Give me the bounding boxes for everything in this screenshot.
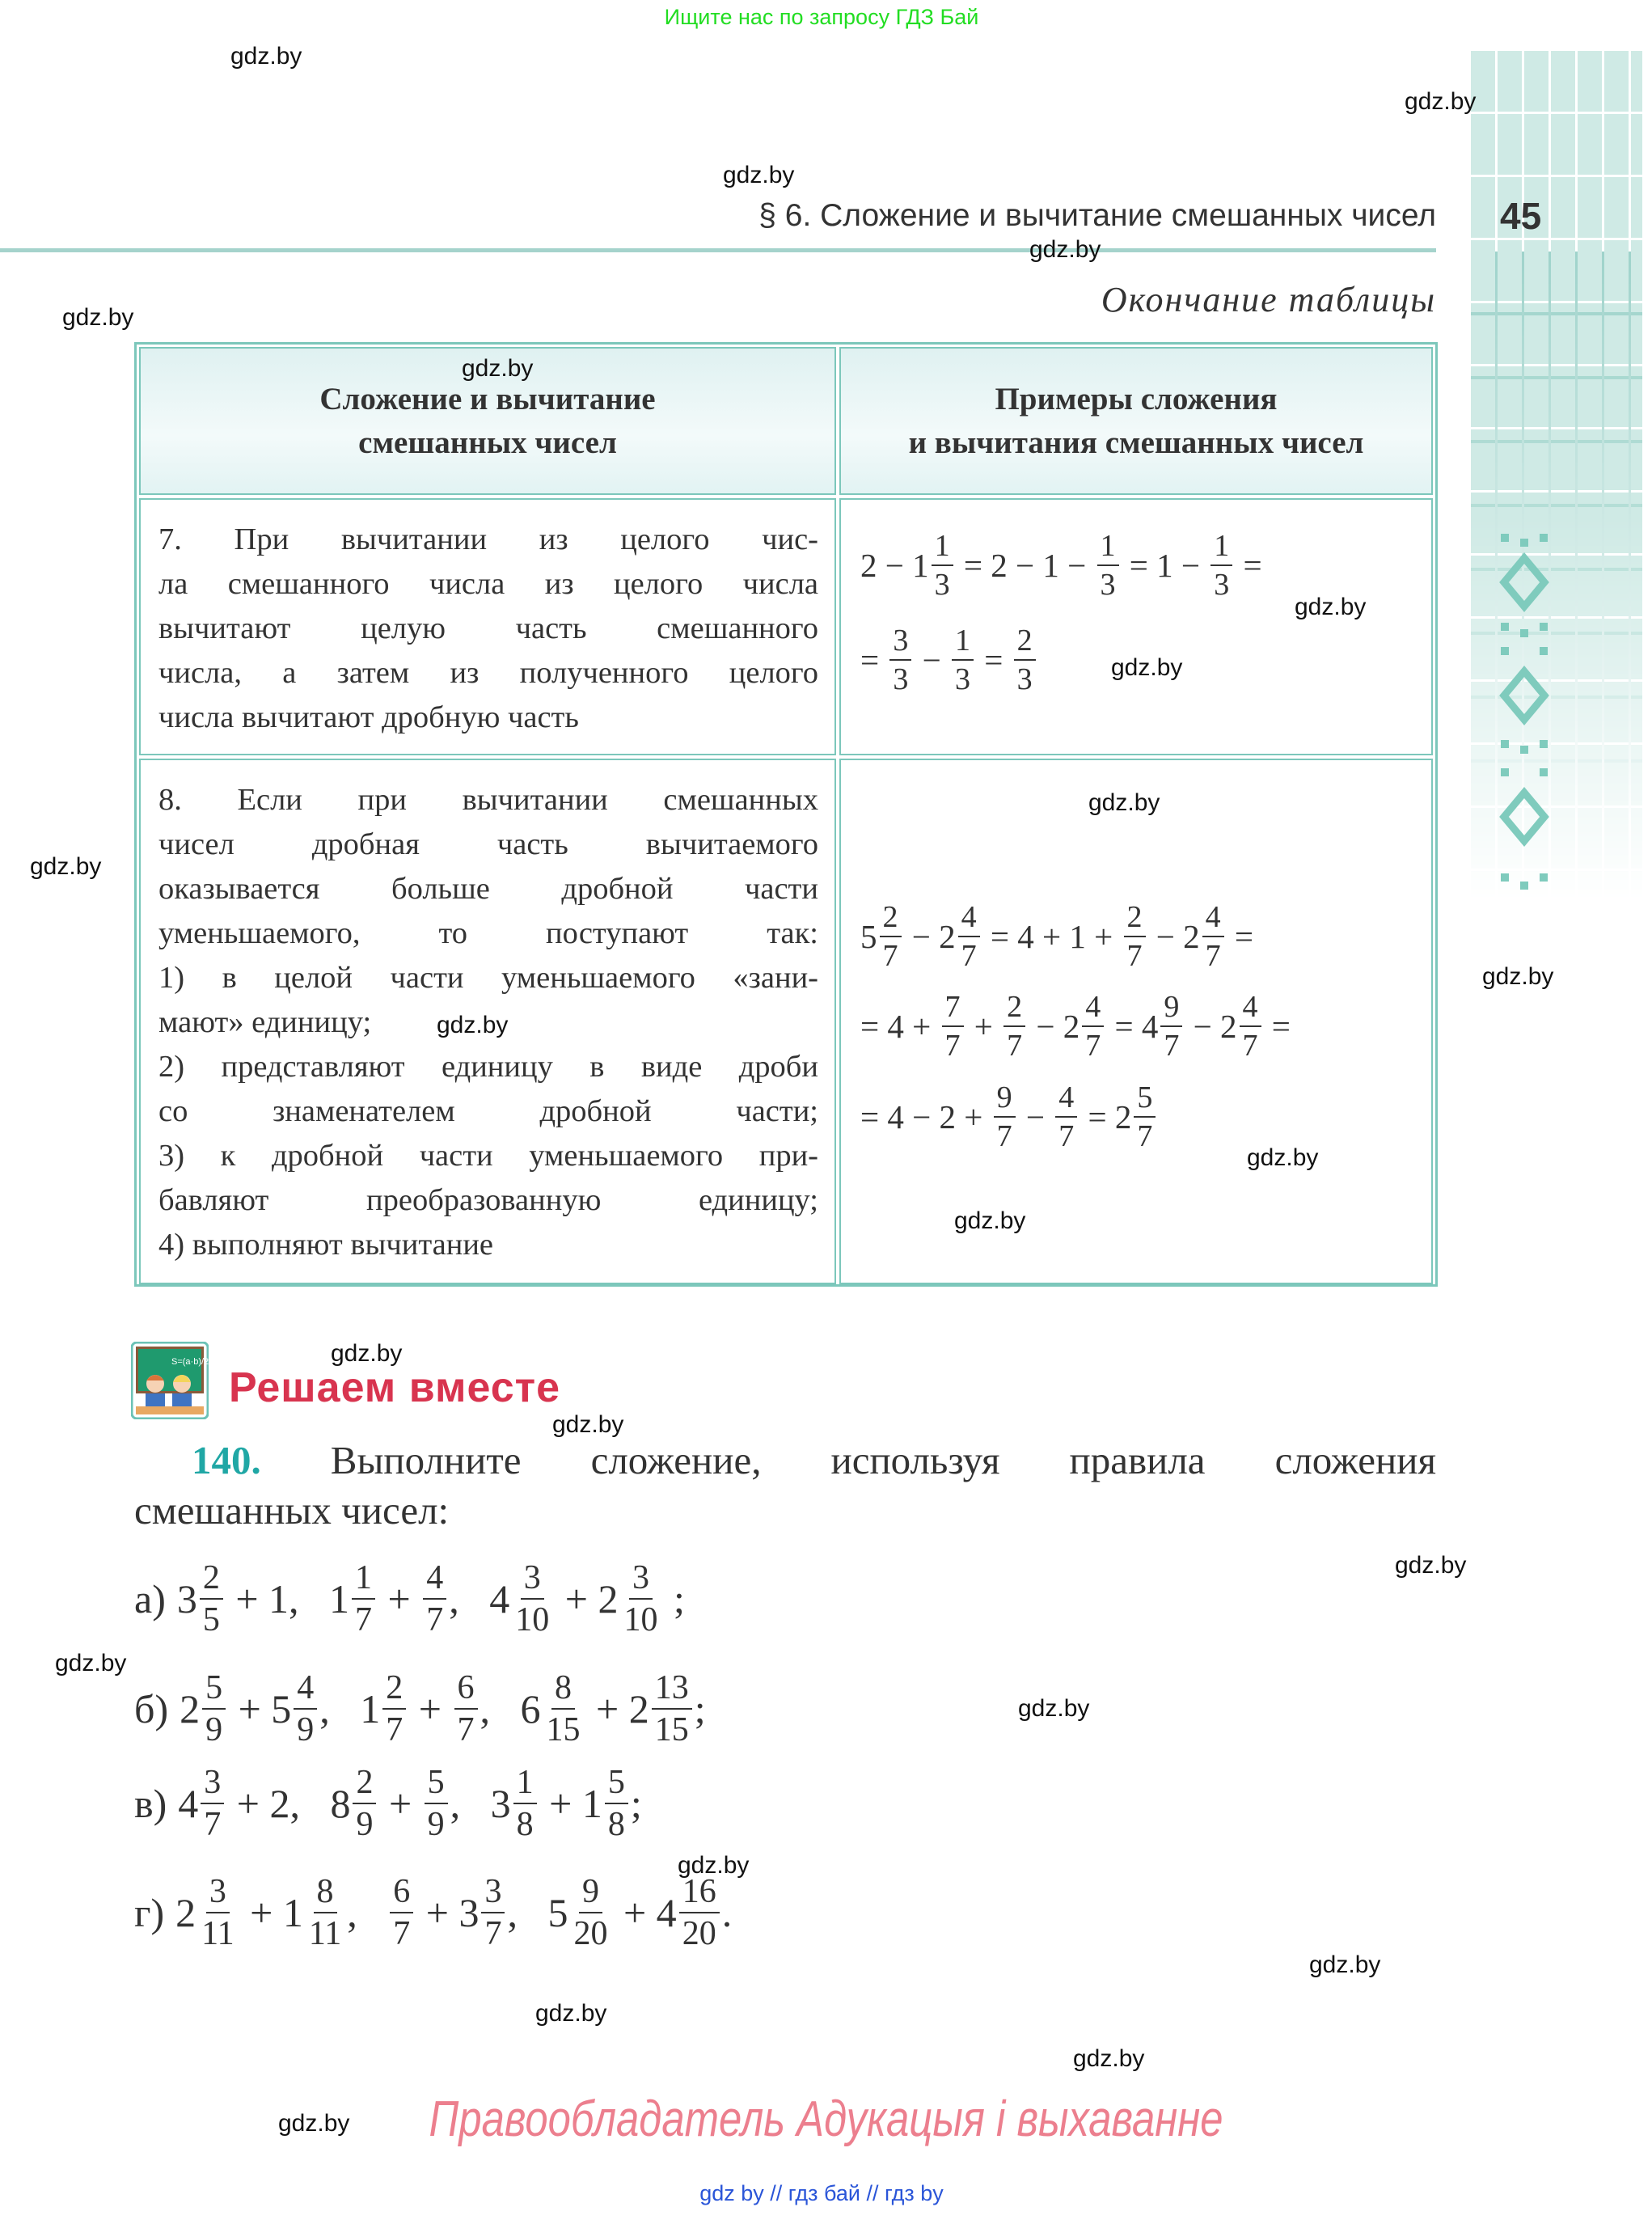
math-text: 2 − 1: [860, 547, 929, 584]
rule-text-line: числа, а затем из полученного целого: [158, 656, 818, 690]
math-text: = 4 +: [860, 1008, 940, 1045]
math-text: + 2, 8: [226, 1781, 351, 1826]
math-text: − 2: [1028, 1008, 1080, 1045]
fraction: [1082, 991, 1104, 1061]
exercise-expression: [175, 1875, 732, 1951]
table-row-7-rule: [139, 498, 836, 755]
table-row-8-example: [839, 759, 1433, 1284]
numerator: 1: [352, 1561, 375, 1600]
watermark: gdz.by: [62, 304, 134, 331]
exercise-expression: [177, 1561, 685, 1637]
icon-formula: S=(a·b)/2: [171, 1357, 209, 1367]
numerator: 2: [880, 902, 902, 937]
fraction: [1202, 902, 1224, 971]
fraction: [423, 1561, 446, 1637]
fraction: [952, 625, 974, 695]
math-text: 2: [180, 1686, 201, 1731]
fraction: [652, 1671, 692, 1747]
denominator: 7: [961, 939, 977, 973]
math-text: = 4 + 1 +: [982, 918, 1122, 955]
math-text: +: [965, 1008, 1002, 1045]
section-heading: § 6. Сложение и вычитание смешанных чисел: [758, 198, 1436, 233]
rule-text-line: 4) выполняют вычитание: [158, 1228, 494, 1262]
math-text: =: [976, 641, 1012, 679]
math-line: [860, 902, 1253, 971]
fraction: [880, 902, 902, 971]
fraction: [620, 1561, 661, 1637]
denominator: 11: [201, 1915, 234, 1952]
denominator: 7: [1085, 1029, 1101, 1063]
math-text: + 1, 1: [225, 1576, 350, 1621]
denominator: 7: [1137, 1119, 1153, 1153]
rule-text-line: 1) в целой части уменьшаемого «зани-: [158, 961, 818, 995]
watermark: gdz.by: [437, 1012, 509, 1038]
fraction: [1003, 991, 1025, 1061]
numerator: 2: [1124, 902, 1146, 937]
teacher-board-icon: [131, 1342, 209, 1419]
math-text: − 2: [1147, 918, 1200, 955]
numerator: 1: [932, 531, 953, 566]
exercise-expression: [180, 1671, 706, 1747]
watermark: gdz.by: [1111, 654, 1183, 681]
fraction: [513, 1765, 537, 1841]
numerator: 7: [942, 991, 964, 1027]
table-header-rules: Сложение и вычитание смешанных чисел: [139, 347, 836, 495]
numerator: 1: [513, 1765, 537, 1804]
math-line: [860, 1082, 1158, 1152]
denominator: 7: [457, 1711, 475, 1748]
math-text: +: [378, 1576, 421, 1621]
fraction: [1124, 902, 1146, 971]
numerator: 16: [679, 1875, 720, 1913]
rules-table: [134, 342, 1438, 1287]
ornament-icon: [1498, 534, 1551, 906]
numerator: 1: [1210, 531, 1232, 566]
fraction: [1055, 1082, 1077, 1152]
fraction: [570, 1875, 611, 1951]
numerator: 2: [353, 1765, 376, 1804]
denominator: 3: [934, 568, 950, 602]
watermark: gdz.by: [723, 162, 795, 188]
denominator: 10: [623, 1601, 658, 1638]
fraction: [390, 1875, 413, 1951]
denominator: 15: [546, 1711, 581, 1748]
page-edge-grid-lower: [1471, 252, 1642, 818]
math-line: [860, 531, 1262, 600]
watermark: gdz.by: [1073, 2045, 1145, 2072]
denominator: 7: [1058, 1119, 1075, 1153]
numerator: 1: [1097, 531, 1119, 566]
fraction: [942, 991, 964, 1061]
math-text: + 2: [585, 1686, 649, 1731]
math-line: [860, 991, 1291, 1061]
math-text: ;: [694, 1686, 706, 1731]
denominator: 7: [1007, 1029, 1023, 1063]
fraction: [889, 625, 911, 695]
fraction: [994, 1082, 1016, 1152]
fraction: [543, 1671, 584, 1747]
watermark: gdz.by: [1088, 789, 1160, 816]
numerator: 2: [200, 1561, 223, 1600]
fraction: [932, 531, 953, 600]
math-text: , 6: [480, 1686, 541, 1731]
denominator: 3: [955, 662, 970, 696]
denominator: 7: [996, 1119, 1012, 1153]
numerator: 13: [652, 1671, 692, 1710]
watermark: gdz.by: [552, 1411, 624, 1438]
denominator: 20: [682, 1915, 716, 1952]
fraction: [353, 1765, 376, 1841]
watermark: gdz.by: [55, 1650, 127, 1676]
watermark: gdz.by: [331, 1340, 403, 1367]
rule-text-line: вычитают целую часть смешанного: [158, 611, 818, 645]
rule-text-line: числа вычитают дробную часть: [158, 700, 579, 734]
fraction: [425, 1765, 448, 1841]
watermark: gdz.by: [1029, 236, 1101, 263]
rule-text-line: оказывается больше дробной части: [158, 872, 818, 906]
rule-text-line: мают» единицу;: [158, 1005, 372, 1039]
math-text: −: [914, 641, 949, 679]
fraction: [1134, 1082, 1156, 1152]
math-text: + 3: [416, 1890, 480, 1935]
page-number: 45: [1500, 195, 1542, 237]
table-row-7-example: [839, 498, 1433, 755]
math-text: =: [1235, 547, 1262, 584]
watermark: gdz.by: [462, 355, 534, 382]
math-text: =: [860, 641, 888, 679]
numerator: 6: [390, 1875, 413, 1913]
denominator: 7: [204, 1806, 222, 1843]
fraction: [382, 1671, 406, 1747]
math-text: +: [408, 1686, 452, 1731]
rule-text-line: ла смешанного числа из целого числа: [158, 567, 818, 601]
rule-text-line: уменьшаемого, то поступают так:: [158, 916, 818, 950]
watermark: gdz.by: [1247, 1144, 1319, 1171]
exercise-label: в): [134, 1781, 167, 1826]
denominator: 10: [515, 1601, 550, 1638]
rule-text-line: 2) представляют единицу в виде дроби: [158, 1050, 818, 1084]
math-text: =: [1263, 1008, 1291, 1045]
rule-text-line: со знаменателем дробной части;: [158, 1094, 818, 1128]
math-text: + 5: [228, 1686, 292, 1731]
watermark: gdz.by: [278, 2110, 350, 2137]
numerator: 4: [423, 1561, 446, 1600]
watermark: gdz.by: [678, 1852, 750, 1879]
fraction: [198, 1875, 237, 1951]
exercise-d: [134, 1875, 732, 1951]
numerator: 3: [629, 1561, 653, 1600]
rule-text-line: бавляют преобразованную единицу;: [158, 1183, 818, 1217]
math-text: 4: [178, 1781, 199, 1826]
fraction: [481, 1875, 505, 1951]
exercise-label: г): [134, 1890, 165, 1935]
math-text: ;: [663, 1576, 685, 1621]
watermark: gdz.by: [1309, 1951, 1381, 1978]
numerator: 3: [201, 1765, 224, 1804]
task-text-cont: смешанных чисел:: [134, 1488, 450, 1533]
math-line: [860, 625, 1038, 695]
math-text: .: [721, 1890, 733, 1935]
exercise-b: [134, 1671, 706, 1747]
numerator: 5: [1134, 1082, 1156, 1118]
math-text: + 1: [239, 1890, 303, 1935]
watermark: gdz.by: [535, 2000, 607, 2027]
math-text: = 4: [1106, 1008, 1159, 1045]
numerator: 3: [206, 1875, 230, 1913]
task-140: [134, 1435, 1436, 1536]
fraction: [512, 1561, 552, 1637]
math-text: = 2: [1080, 1098, 1132, 1135]
numerator: 9: [1160, 991, 1182, 1027]
footer-links[interactable]: gdz by // гдз бай // гдз by: [699, 2181, 944, 2205]
math-text: 3: [176, 1576, 197, 1621]
numerator: 6: [454, 1671, 478, 1710]
denominator: 7: [484, 1915, 502, 1952]
exercise-c: [134, 1765, 642, 1841]
table-continuation-label: Окончание таблицы: [1101, 280, 1436, 319]
math-text: = 1 −: [1121, 547, 1209, 584]
watermark: gdz.by: [954, 1207, 1026, 1234]
task-number: 140.: [192, 1438, 261, 1482]
fraction: [202, 1671, 226, 1747]
denominator: 11: [308, 1915, 342, 1952]
denominator: 5: [202, 1601, 220, 1638]
watermark: gdz.by: [1295, 594, 1367, 620]
math-text: + 1: [539, 1781, 602, 1826]
math-text: , 5: [507, 1890, 568, 1935]
math-text: , 1: [319, 1686, 381, 1731]
numerator: 2: [382, 1671, 406, 1710]
math-text: 5: [860, 918, 877, 955]
fraction: [201, 1765, 224, 1841]
denominator: 3: [1016, 662, 1033, 696]
denominator: 9: [427, 1806, 445, 1843]
fraction: [1210, 531, 1232, 600]
math-text: =: [1226, 918, 1253, 955]
fraction: [454, 1671, 478, 1747]
numerator: 4: [1082, 991, 1104, 1027]
math-text: − 2: [1185, 1008, 1237, 1045]
numerator: 4: [294, 1671, 317, 1710]
fraction: [352, 1561, 375, 1637]
denominator: 7: [393, 1915, 411, 1952]
fraction: [1014, 625, 1036, 695]
denominator: 9: [205, 1711, 223, 1748]
math-text: + 2: [555, 1576, 619, 1621]
math-text: , 3: [450, 1781, 511, 1826]
watermark: gdz.by: [30, 853, 102, 880]
fraction: [1097, 531, 1119, 600]
math-text: − 2: [903, 918, 956, 955]
numerator: 4: [1240, 991, 1261, 1027]
denominator: 7: [882, 939, 898, 973]
watermark: gdz.by: [1482, 963, 1554, 990]
denominator: 7: [1242, 1029, 1258, 1063]
denominator: 3: [893, 662, 909, 696]
denominator: 7: [944, 1029, 961, 1063]
numerator: 1: [952, 625, 974, 661]
numerator: 8: [314, 1875, 337, 1913]
numerator: 3: [521, 1561, 544, 1600]
denominator: 7: [1126, 939, 1143, 973]
denominator: 3: [1214, 568, 1230, 602]
fraction: [1240, 991, 1261, 1061]
watermark: gdz.by: [1018, 1695, 1090, 1722]
math-text: 2: [175, 1890, 196, 1935]
numerator: 3: [889, 625, 911, 661]
numerator: 4: [1055, 1082, 1077, 1118]
fraction: [1160, 991, 1182, 1061]
numerator: 5: [425, 1765, 448, 1804]
numerator: 2: [1014, 625, 1036, 661]
numerator: 8: [551, 1671, 575, 1710]
denominator: 9: [356, 1806, 374, 1843]
math-text: , 4: [449, 1576, 510, 1621]
math-text: ,: [347, 1890, 388, 1935]
numerator: 2: [1003, 991, 1025, 1027]
numerator: 5: [202, 1671, 226, 1710]
denominator: 8: [516, 1806, 534, 1843]
exercise-label: б): [134, 1686, 169, 1731]
rule-text-line: 7. При вычитании из целого чис-: [158, 522, 818, 556]
math-text: ;: [630, 1781, 642, 1826]
math-text: = 2 − 1 −: [955, 547, 1095, 584]
denominator: 7: [426, 1601, 444, 1638]
denominator: 3: [1100, 568, 1116, 602]
exercise-expression: [178, 1765, 642, 1841]
exercise-label: а): [134, 1576, 166, 1621]
fraction: [679, 1875, 720, 1951]
exercise-a: [134, 1561, 685, 1637]
numerator: 9: [579, 1875, 602, 1913]
denominator: 7: [1205, 939, 1221, 973]
numerator: 9: [994, 1082, 1016, 1118]
watermark: gdz.by: [1395, 1552, 1467, 1579]
denominator: 7: [386, 1711, 403, 1748]
search-banner[interactable]: Ищите нас по запросу ГДЗ Бай: [664, 5, 979, 29]
fraction: [605, 1765, 628, 1841]
watermark: gdz.by: [230, 43, 302, 70]
math-text: + 4: [613, 1890, 677, 1935]
numerator: 3: [481, 1875, 505, 1913]
numerator: 4: [958, 902, 980, 937]
math-text: = 4 − 2 +: [860, 1098, 991, 1135]
denominator: 20: [573, 1915, 608, 1952]
fraction: [200, 1561, 223, 1637]
table-header-examples: Примеры сложения и вычитания смешанных чисел: [839, 347, 1433, 495]
fraction: [306, 1875, 344, 1951]
denominator: 7: [1164, 1029, 1180, 1063]
section-title: Решаем вместе: [229, 1364, 561, 1411]
rule-text-line: 8. Если при вычитании смешанных: [158, 783, 818, 817]
numerator: 4: [1202, 902, 1224, 937]
task-text: Выполните сложение, используя правила сложения: [330, 1438, 1437, 1482]
copyright-notice: Правообладатель Адукацыя і выхаванне: [429, 2091, 1223, 2147]
fraction: [294, 1671, 317, 1747]
denominator: 15: [654, 1711, 689, 1748]
denominator: 7: [355, 1601, 373, 1638]
denominator: 9: [297, 1711, 315, 1748]
math-text: +: [378, 1781, 422, 1826]
rule-text-line: 3) к дробной части уменьшаемого при-: [158, 1139, 818, 1173]
math-text: −: [1017, 1098, 1054, 1135]
header-divider: [0, 248, 1436, 252]
watermark: gdz.by: [1405, 88, 1477, 115]
numerator: 5: [605, 1765, 628, 1804]
rule-text-line: чисел дробная часть вычитаемого: [158, 827, 818, 861]
denominator: 8: [607, 1806, 625, 1843]
fraction: [958, 902, 980, 971]
